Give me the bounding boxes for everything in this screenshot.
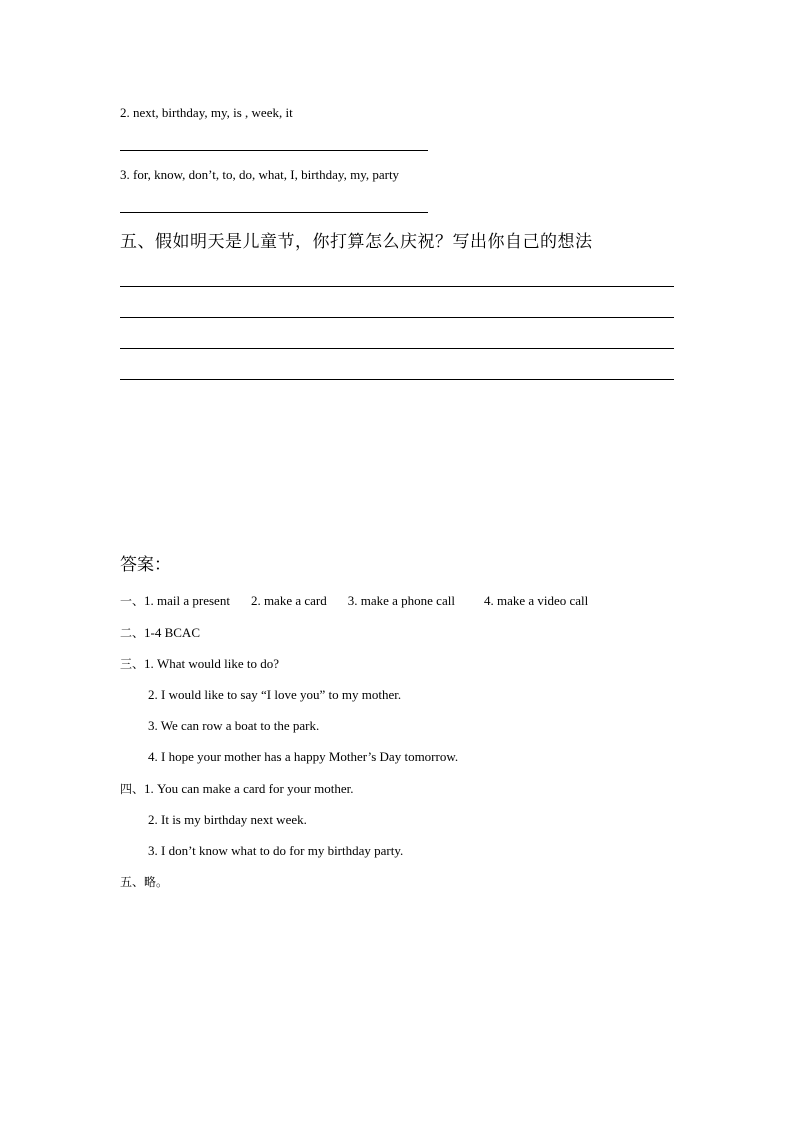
- answers-part-1: [120, 593, 588, 609]
- section-5-heading: 五、假如明天是儿童节，你打算怎么庆祝？写出你自己的想法: [120, 232, 593, 252]
- answer-3-2: 2. I would like to say “I love you” to my mother.: [148, 687, 402, 702]
- question-4-3: 3. for, know, don’t, to, do, what, I, birthday, my, party: [120, 167, 400, 182]
- answer-4-3: 3. I don’t know what to do for my birthday party.: [148, 843, 404, 858]
- answer-4-2: 2. It is my birthday next week.: [148, 812, 307, 827]
- writing-line-3: [120, 348, 674, 349]
- answers-part-4: [120, 781, 354, 797]
- answers-title: 答案：: [120, 555, 171, 575]
- answer-3-4: 4. I hope your mother has a happy Mother’s Day tomorrow.: [148, 749, 459, 764]
- answers-part-1-prefix: 一、: [120, 594, 145, 608]
- writing-line-4: [120, 379, 674, 380]
- answers-part-3-prefix: 三、: [120, 657, 145, 671]
- answers-part-2-prefix: 二、: [120, 626, 145, 640]
- answer-line-4-3: [120, 212, 428, 213]
- answer-1-1: 1. mail a present: [144, 593, 230, 608]
- answer-4-1: 1. You can make a card for your mother.: [144, 781, 354, 796]
- answer-line-4-2: [120, 150, 428, 151]
- answer-3-3: 3. We can row a boat to the park.: [148, 718, 320, 733]
- answers-part-2: [120, 625, 200, 641]
- question-4-2: 2. next, birthday, my, is , week, it: [120, 105, 293, 120]
- writing-line-1: [120, 286, 674, 287]
- answers-part-4-prefix: 四、: [120, 782, 145, 796]
- answers-part-5: 五、略。: [120, 875, 169, 889]
- writing-line-2: [120, 317, 674, 318]
- answer-3-1: 1. What would like to do?: [144, 656, 280, 671]
- answer-1-3: 3. make a phone call: [347, 593, 455, 608]
- answer-1-2: 2. make a card: [250, 593, 327, 608]
- answer-2-text: 1-4 BCAC: [144, 625, 200, 640]
- answers-part-3: [120, 656, 279, 672]
- answer-1-4: 4. make a video call: [483, 593, 589, 608]
